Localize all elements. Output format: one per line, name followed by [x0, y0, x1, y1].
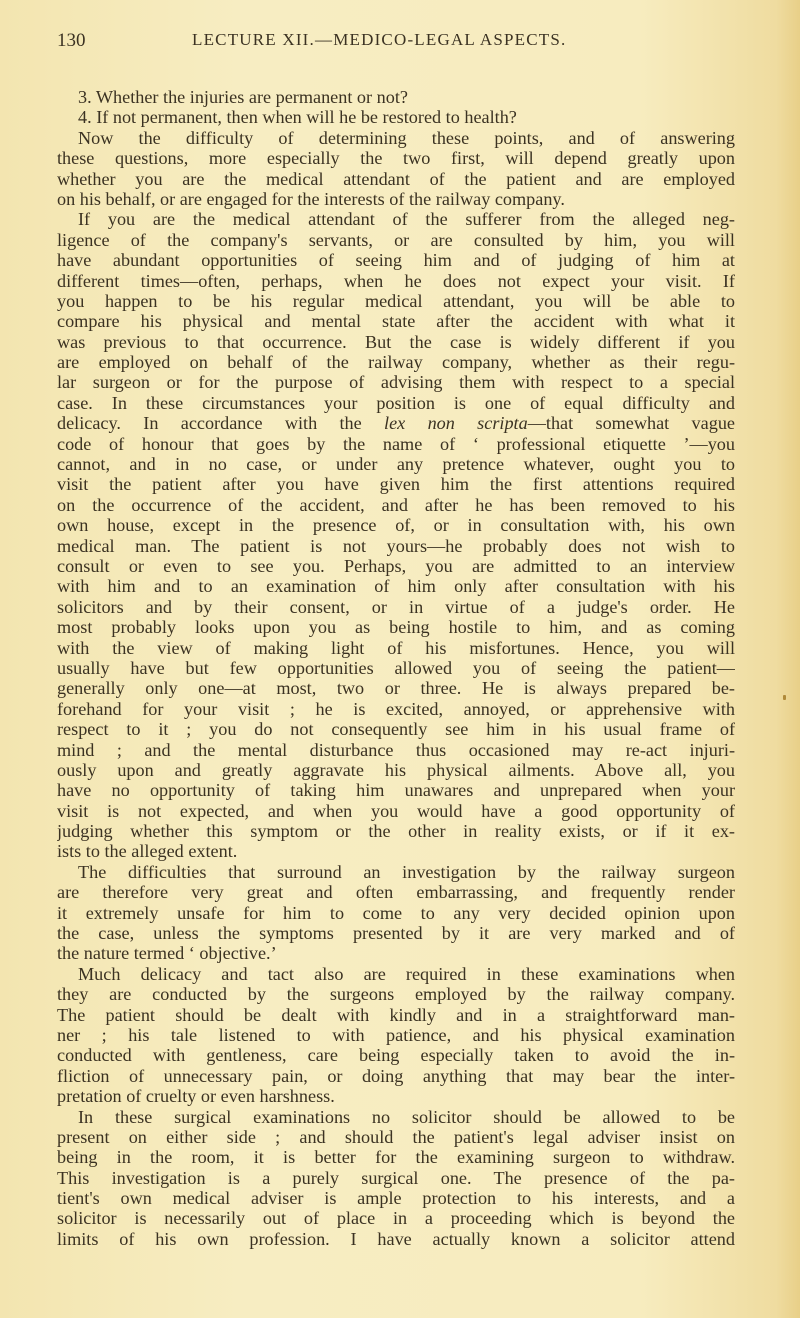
text-line — [57, 454, 735, 474]
text-line — [57, 372, 735, 392]
text-line — [57, 1229, 735, 1249]
text-line — [57, 230, 735, 250]
text-line — [57, 393, 735, 413]
text-line-content: tient's own medical adviser is ample protection to his interests, and a — [57, 1188, 735, 1209]
text-line — [57, 87, 735, 107]
text-line-content: usually have but few opportunities allowed you of seeing the patient— — [57, 657, 735, 678]
text-line-content: have no opportunity of taking him unawares and unprepared when your — [57, 780, 735, 801]
text-line — [57, 903, 735, 923]
italic-phrase: lex non scripta — [384, 413, 528, 434]
text-line — [57, 169, 735, 189]
text-line-content: present on either side ; and should the patient's legal adviser insist on — [57, 1126, 735, 1147]
text-line-content: visit is not expected, and when you would have a good opportunity of — [57, 800, 735, 821]
text-line — [57, 495, 735, 515]
text-line — [57, 576, 735, 596]
text-line-content: respect to it ; you do not consequently see him in his usual frame of — [57, 719, 735, 740]
text-line — [57, 1127, 735, 1147]
text-line — [57, 434, 735, 454]
running-header — [57, 30, 735, 54]
text-line-content: generally only one—at most, two or three. He is always prepared be- — [57, 678, 735, 699]
text-line — [57, 943, 735, 963]
text-line-content: medical man. The patient is not yours—he probably does not wish to — [57, 535, 735, 556]
text-line — [57, 740, 735, 760]
text-line — [57, 1086, 735, 1106]
text-line — [57, 1188, 735, 1208]
text-line — [57, 474, 735, 494]
text-line — [57, 1107, 735, 1127]
text-line-content: ists to the alleged extent. — [57, 841, 238, 862]
text-line-content: —that somewhat vague — [527, 413, 735, 434]
text-line-content: different times—often, perhaps, when he does not expect your visit. If — [57, 270, 735, 291]
text-line — [57, 209, 735, 229]
text-line — [57, 841, 735, 861]
text-line — [57, 352, 735, 372]
text-line — [57, 862, 735, 882]
text-line-content: lar surgeon or for the purpose of advising them with respect to a special — [57, 372, 735, 393]
text-line-content: whether you are the medical attendant of the patient and are employed — [57, 168, 735, 189]
text-line-content: cannot, and in no case, or under any pretence whatever, ought you to — [57, 454, 735, 475]
text-line-content: 4. If not permanent, then when will he be restored to health? — [78, 107, 517, 128]
text-line — [57, 271, 735, 291]
text-line-content: most probably looks upon you as being hostile to him, and as coming — [57, 617, 735, 638]
text-line-content: visit the patient after you have given him the first attentions required — [57, 474, 735, 495]
page-number: 130 — [57, 30, 86, 51]
text-line — [57, 638, 735, 658]
text-line-content: with him and to an examination of him only after consultation with his — [57, 576, 735, 597]
text-line-content: judging whether this symptom or the other in reality exists, or if it ex- — [57, 821, 735, 842]
text-line-content: the case, unless the symptoms presented by it are very marked and of — [57, 923, 735, 944]
text-line-content: they are conducted by the surgeons employed by the railway company. — [57, 984, 735, 1005]
text-line — [57, 1045, 735, 1065]
text-line-content: conducted with gentleness, care being especially taken to avoid the in- — [57, 1045, 735, 1066]
text-line-content: have abundant opportunities of seeing him and of judging of him at — [57, 250, 735, 271]
text-line-content: fliction of unnecessary pain, or doing anything that may bear the inter- — [57, 1065, 735, 1086]
text-line-content: mind ; and the mental disturbance thus occasioned may re-act injuri- — [57, 739, 735, 760]
text-line — [57, 556, 735, 576]
text-line-content: ner ; his tale listened to with patience, and his physical examination — [57, 1024, 735, 1045]
text-line-content: If you are the medical attendant of the sufferer from the alleged neg- — [78, 209, 735, 230]
text-line — [57, 332, 735, 352]
text-line-content: was previous to that occurrence. But the case is widely different if you — [57, 331, 735, 352]
page-blemish — [783, 695, 786, 700]
text-line-content: you happen to be his regular medical attendant, you will be able to — [57, 290, 735, 311]
text-line-content: In these surgical examinations no solicitor should be allowed to be — [78, 1106, 735, 1127]
text-line — [57, 128, 735, 148]
text-line-content: pretation of cruelty or even harshness. — [57, 1086, 335, 1107]
text-line-content: delicacy. In accordance with the — [57, 413, 385, 434]
text-line — [57, 964, 735, 984]
text-line — [57, 189, 735, 209]
text-line — [57, 1208, 735, 1228]
text-line-content: are therefore very great and often embarrassing, and frequently render — [57, 882, 735, 903]
text-line-content: the nature termed ‘ objective.’ — [57, 943, 277, 964]
running-title: LECTURE XII.—MEDICO-LEGAL ASPECTS. — [192, 30, 567, 49]
text-line-content: 3. Whether the injuries are permanent or not? — [78, 87, 408, 107]
text-line-content: Now the difficulty of determining these points, and of answering — [78, 127, 735, 148]
text-line — [57, 597, 735, 617]
text-line — [57, 801, 735, 821]
text-line — [57, 291, 735, 311]
text-line — [57, 699, 735, 719]
text-line — [57, 678, 735, 698]
text-line-content: it extremely unsafe for him to come to any very decided opinion upon — [57, 902, 735, 923]
text-line-content: ously upon and greatly aggravate his physical ailments. Above all, you — [57, 759, 735, 780]
text-line-content: This investigation is a purely surgical one. The presence of the pa- — [57, 1167, 735, 1188]
text-line — [57, 1168, 735, 1188]
text-line — [57, 1025, 735, 1045]
text-line-content: ligence of the company's servants, or are consulted by him, you will — [57, 229, 735, 250]
text-line — [57, 107, 735, 127]
text-line-content: The patient should be dealt with kindly and in a straightforward man- — [57, 1004, 735, 1025]
text-line-content: consult or even to see you. Perhaps, you are admitted to an interview — [57, 555, 735, 576]
text-line-content: compare his physical and mental state after the accident with what it — [57, 311, 735, 332]
text-line — [57, 515, 735, 535]
text-line — [57, 148, 735, 168]
text-line — [57, 821, 735, 841]
text-line-content: on the occurrence of the accident, and after he has been removed to his — [57, 494, 735, 515]
text-line-content: these questions, more especially the two first, will depend greatly upon — [57, 148, 735, 169]
text-line — [57, 780, 735, 800]
text-line-content: on his behalf, or are engaged for the interests of the railway company. — [57, 188, 565, 209]
text-line-content: solicitors and by their consent, or in virtue of a judge's order. He — [57, 596, 735, 617]
text-line — [57, 413, 735, 433]
text-line — [57, 1147, 735, 1167]
text-line-content: with the view of making light of his misfortunes. Hence, you will — [57, 637, 735, 658]
text-line-content: solicitor is necessarily out of place in a proceeding which is beyond the — [57, 1208, 735, 1229]
text-line — [57, 923, 735, 943]
text-line-content: being in the room, it is better for the examining surgeon to withdraw. — [57, 1147, 735, 1168]
text-line — [57, 984, 735, 1004]
text-line — [57, 882, 735, 902]
text-line — [57, 760, 735, 780]
text-line-content: Much delicacy and tact also are required in these examinations when — [78, 963, 735, 984]
text-line-content: forehand for your visit ; he is excited, annoyed, or apprehensive with — [57, 698, 735, 719]
text-line-content: case. In these circumstances your position is one of equal difficulty and — [57, 392, 735, 413]
text-line — [57, 311, 735, 331]
text-line-content: limits of his own profession. I have actually known a solicitor attend — [57, 1228, 735, 1249]
text-line-content: are employed on behalf of the railway company, whether as their regu- — [57, 352, 735, 373]
text-line-content: code of honour that goes by the name of ‘ professional etiquette ’—you — [57, 433, 735, 454]
text-line — [57, 250, 735, 270]
text-line — [57, 658, 735, 678]
text-line — [57, 1066, 735, 1086]
text-line — [57, 536, 735, 556]
page-body-text — [57, 87, 735, 1249]
text-line-content: The difficulties that surround an investigation by the railway surgeon — [78, 861, 735, 882]
text-line — [57, 1005, 735, 1025]
text-line-content: own house, except in the presence of, or in consultation with, his own — [57, 515, 735, 536]
text-line — [57, 719, 735, 739]
text-line — [57, 617, 735, 637]
